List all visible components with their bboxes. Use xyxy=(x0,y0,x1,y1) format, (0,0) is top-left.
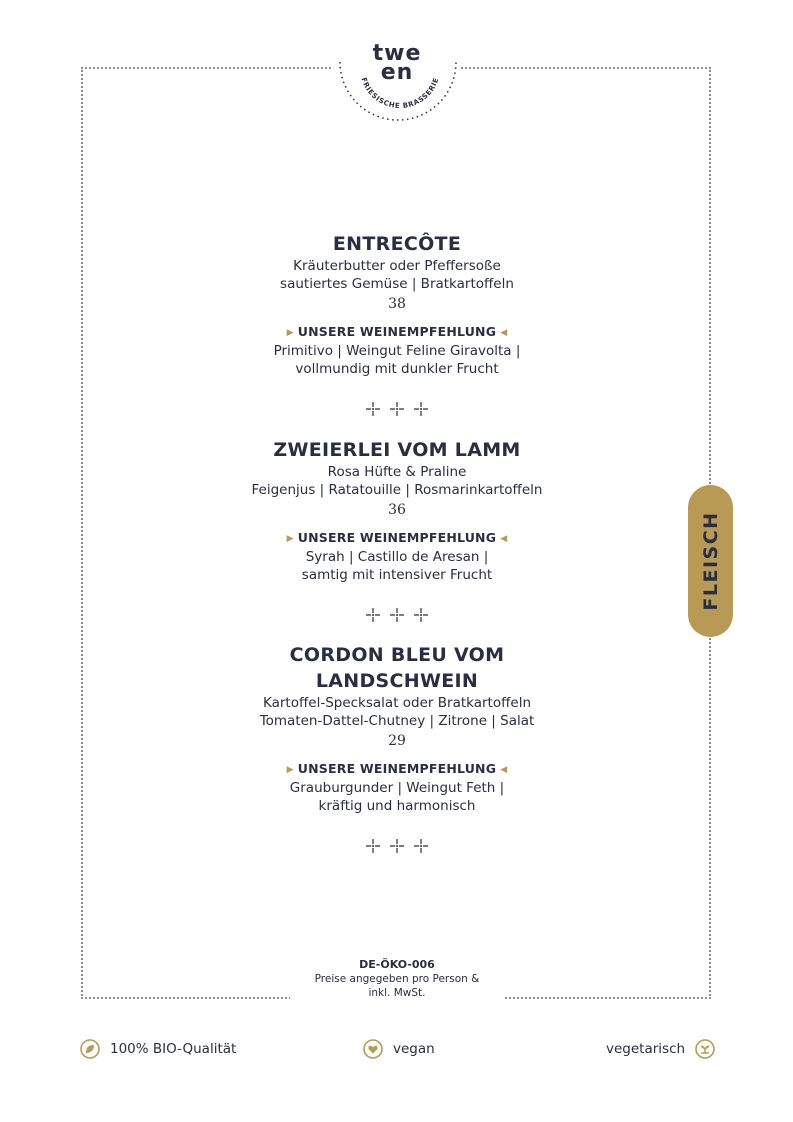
dish-price: 29 xyxy=(388,733,406,749)
wine-recommendation: samtig mit intensiver Frucht xyxy=(301,567,493,583)
sparkle-icon xyxy=(366,839,380,853)
category-tab-label: FLEISCH xyxy=(699,511,722,611)
logo-wordmark: twe en xyxy=(372,41,422,85)
triangle-left-icon: ◀ xyxy=(500,765,508,775)
organic-code: DE-ÖKO-006 xyxy=(359,958,435,971)
dish-title: LANDSCHWEIN xyxy=(315,670,479,692)
sparkle-icon xyxy=(366,402,380,416)
sprout-icon xyxy=(695,1039,715,1059)
sparkle-icon xyxy=(414,608,428,622)
dish-description: Tomaten-Dattel-Chutney | Zitrone | Salat xyxy=(259,713,535,729)
triangle-left-icon: ◀ xyxy=(500,534,508,544)
price-note: Preise angegeben pro Person & xyxy=(314,973,480,985)
legend-bio xyxy=(80,1038,236,1060)
dish-title: CORDON BLEU VOM xyxy=(289,644,505,666)
triangle-right-icon: ▶ xyxy=(286,534,294,544)
dish-lamm xyxy=(160,437,634,624)
category-tab-fleisch[interactable] xyxy=(688,485,733,637)
dish-description: Kräuterbutter oder Pfeffersoße xyxy=(293,258,501,274)
legend-vegan xyxy=(363,1038,435,1060)
dish-cordon-bleu xyxy=(160,642,634,855)
wine-recommendation: Syrah | Castillo de Aresan | xyxy=(305,549,489,565)
dish-title: ENTRECÔTE xyxy=(332,233,462,255)
dish-description: Rosa Hüfte & Praline xyxy=(327,464,467,480)
wine-heading: ▶ UNSERE WEINEMPFEHLUNG ◀ xyxy=(160,323,634,342)
dish-description: Kartoffel-Specksalat oder Bratkartoffeln xyxy=(262,695,532,711)
wine-heading: ▶ UNSERE WEINEMPFEHLUNG ◀ xyxy=(160,529,634,548)
wine-recommendation: Primitivo | Weingut Feline Giravolta | xyxy=(273,343,521,359)
legend-label: vegan xyxy=(393,1041,435,1057)
dish-description: sautiertes Gemüse | Bratkartoffeln xyxy=(280,276,514,292)
leaf-icon xyxy=(80,1039,100,1059)
dish-price: 38 xyxy=(388,296,406,312)
separator-ornament xyxy=(160,608,634,624)
wine-recommendation: vollmundig mit dunkler Frucht xyxy=(295,361,499,377)
footer-note xyxy=(290,958,504,1008)
dish-title: ZWEIERLEI VOM LAMM xyxy=(273,439,521,461)
heart-icon xyxy=(363,1039,383,1059)
sparkle-icon xyxy=(390,402,404,416)
legend-vegetarian xyxy=(606,1038,715,1060)
dish-entrecote xyxy=(160,231,634,418)
triangle-right-icon: ▶ xyxy=(286,328,294,338)
dish-description: Feigenjus | Ratatouille | Rosmarinkartoffeln xyxy=(251,482,543,498)
triangle-right-icon: ▶ xyxy=(286,765,294,775)
svg-text:FRIESISCHE BRASSERIE: FRIESISCHE BRASSERIE xyxy=(359,76,441,111)
sparkle-icon xyxy=(390,608,404,622)
wine-recommendation: Grauburgunder | Weingut Feth | xyxy=(289,780,505,796)
legend-label: vegetarisch xyxy=(606,1041,686,1057)
wine-recommendation: kräftig und harmonisch xyxy=(318,798,476,814)
sparkle-icon xyxy=(390,839,404,853)
logo-tagline xyxy=(344,48,454,118)
sparkle-icon xyxy=(414,402,428,416)
triangle-left-icon: ◀ xyxy=(500,328,508,338)
wine-heading: ▶ UNSERE WEINEMPFEHLUNG ◀ xyxy=(160,760,634,779)
sparkle-icon xyxy=(414,839,428,853)
legend-label: 100% BIO-Qualität xyxy=(110,1041,237,1057)
price-note: inkl. MwSt. xyxy=(368,987,426,999)
sparkle-icon xyxy=(366,608,380,622)
separator-ornament xyxy=(160,402,634,418)
separator-ornament xyxy=(160,839,634,855)
dish-price: 36 xyxy=(388,502,406,518)
